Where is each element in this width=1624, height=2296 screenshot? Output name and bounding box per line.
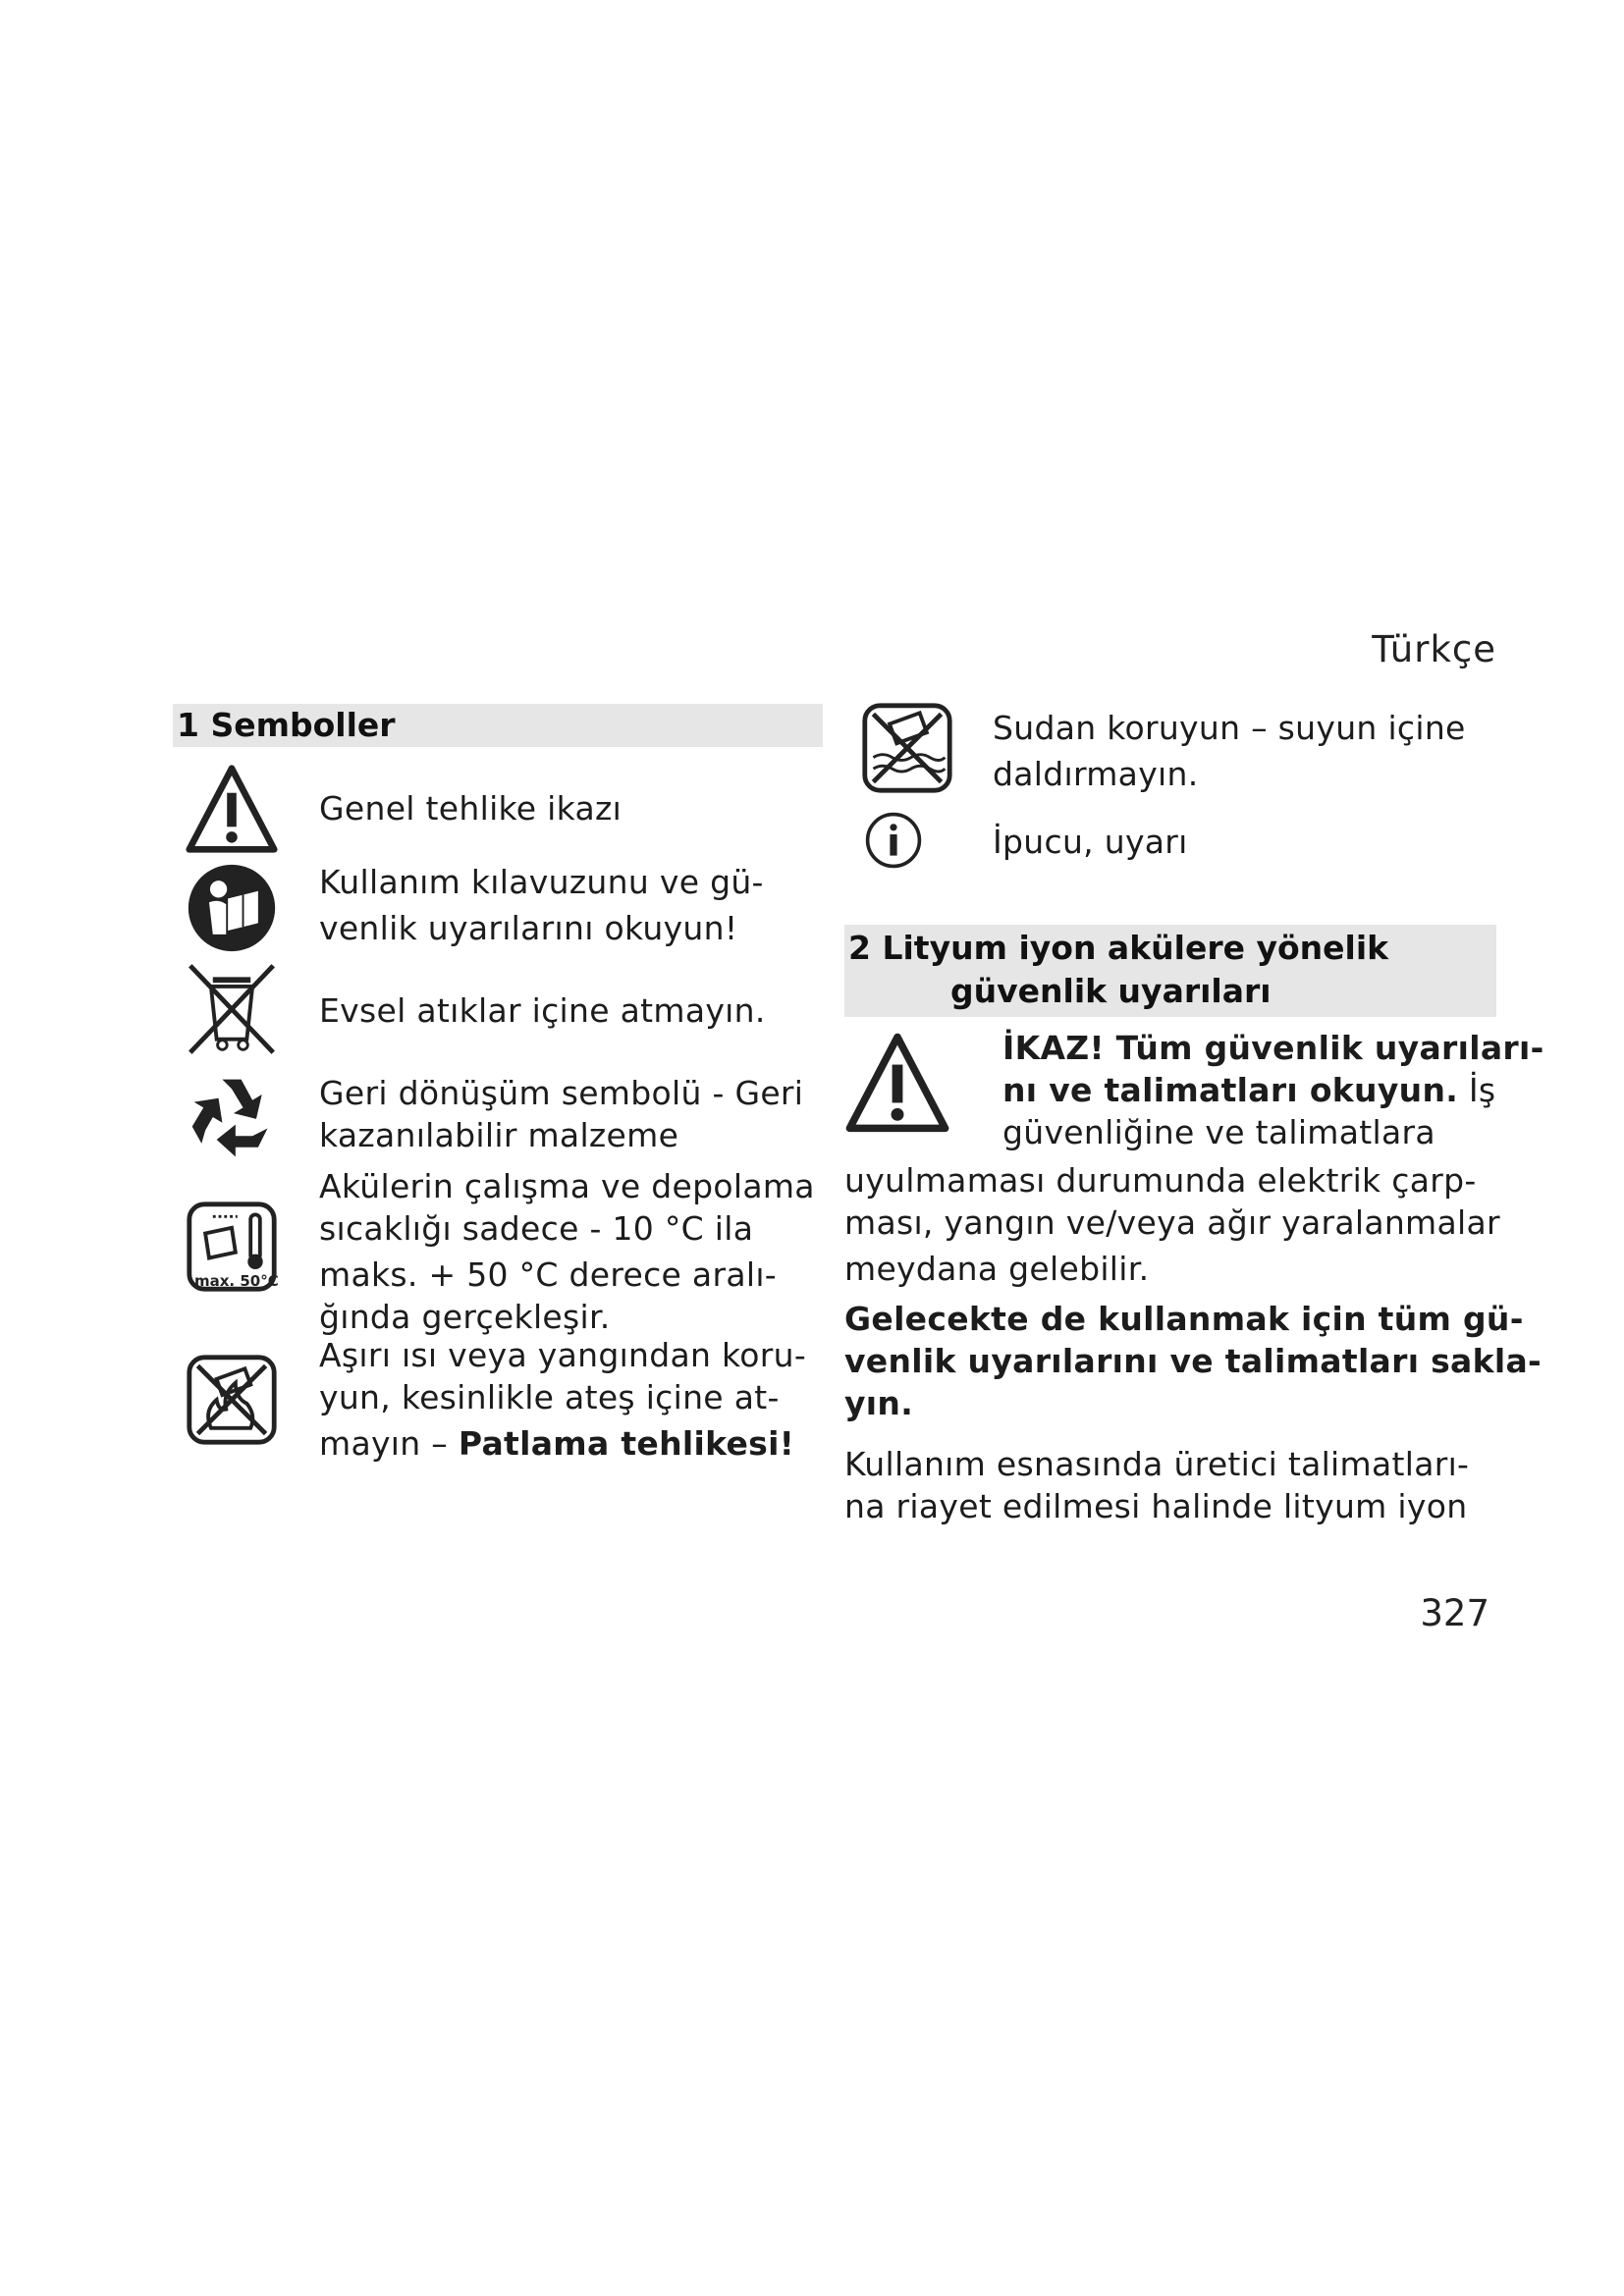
warning-body: uyulmaması durumunda elektrik çarp- ması, yangın ve/veya ağır yaralanmalar meydana gelebilir. [844, 1161, 1500, 1288]
usage-paragraph: Kullanım esnasında üretici talimatları- na riayet edilmesi halinde lityum iyon [844, 1445, 1470, 1525]
crossed-bin-icon [185, 962, 279, 1056]
symbol-desc-temperature: Akülerin çalışma ve depolama sıcaklığı sadece - 10 °C ila maks. + 50 °C derece aralı- ğında gerçekleşir. [319, 1167, 815, 1336]
section-1-title: 1 Semboller [173, 704, 823, 747]
save-instructions: Gelecekte de kullanmak için tüm gü- venlik uyarılarını ve talimatları sakla- yın. [844, 1300, 1543, 1422]
temperature-icon-label: max. 50°C [194, 1272, 279, 1290]
symbol-desc-info: İpucu, uyarı [993, 823, 1188, 861]
no-water-icon [860, 701, 954, 795]
page-number: 327 [1420, 1592, 1489, 1634]
explosion-hazard-text: Patlama tehlikesi! [458, 1424, 795, 1463]
recycle-icon [185, 1070, 279, 1164]
symbol-desc-read-manual: Kullanım kılavuzunu ve gü- venlik uyarılarını okuyun! [319, 863, 764, 947]
symbol-desc-no-household-waste: Evsel atıklar içine atmayın. [319, 991, 766, 1030]
section-2-title: 2 Lityum iyon akülere yönelik güvenlik uyarıları [844, 925, 1496, 1017]
no-fire-icon [185, 1353, 279, 1447]
warning-heading: İKAZ! Tüm güvenlik uyarıları- nı ve talimatları okuyun. İş güvenliğine ve talimatlara [1002, 1029, 1544, 1151]
symbol-desc-no-water: Sudan koruyun – suyun içine daldırmayın. [993, 709, 1466, 793]
symbol-desc-recycling: Geri dönüşüm sembolü - Geri kazanılabilir malzeme [319, 1074, 804, 1154]
read-manual-icon [185, 861, 279, 955]
symbol-desc-no-fire: Aşırı ısı veya yangından koru- yun, kesinlikle ateş içine at- mayın – Patlama tehlikesi! [319, 1336, 807, 1463]
warning-triangle-icon [844, 1031, 950, 1137]
language-label: Türkçe [1372, 628, 1496, 670]
symbol-desc-general-hazard: Genel tehlike ikazı [319, 789, 623, 828]
info-icon [864, 811, 923, 870]
warning-triangle-icon [185, 763, 279, 857]
